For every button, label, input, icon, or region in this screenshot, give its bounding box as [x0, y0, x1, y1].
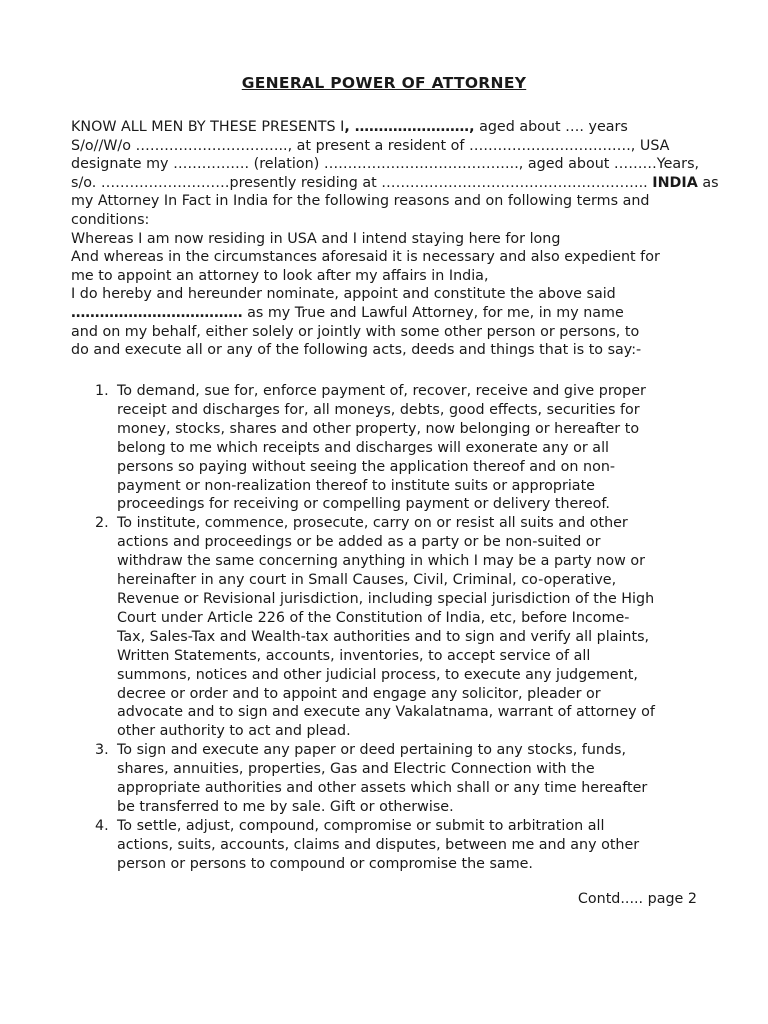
intro-line-7: Whereas I am now residing in USA and I intend staying here for long — [71, 230, 561, 247]
clause-line: payment or non-realization thereof to institute suits or appropriate — [117, 477, 595, 494]
clause-number: 4. — [95, 817, 109, 834]
clause-item — [71, 817, 701, 874]
clause-item — [71, 514, 701, 741]
clause-line: To settle, adjust, compound, compromise or submit to arbitration all — [117, 817, 605, 834]
clause-line: summons, notices and other judicial process, to execute any judgement, — [117, 666, 638, 683]
clause-line: be transferred to me by sale. Gift or otherwise. — [117, 798, 454, 815]
intro-line-9: me to appoint an attorney to look after my affairs in India, — [71, 267, 489, 284]
intro-line-10: I do hereby and hereunder nominate, appoint and constitute the above said — [71, 286, 616, 303]
clause-line: hereinafter in any court in Small Causes, Civil, Criminal, co-operative, — [117, 572, 617, 589]
clause-line: person or persons to compound or compromise the same. — [117, 855, 533, 872]
intro-line-1a: KNOW ALL MEN BY THESE PRESENTS I — [71, 119, 345, 135]
intro-line-4b: as — [697, 174, 719, 191]
clause-line: actions and proceedings or be added as a party or be non-suited or — [117, 534, 601, 551]
clause-line: shares, annuities, properties, Gas and Electric Connection with the — [117, 761, 595, 778]
clause-line: To institute, commence, prosecute, carry on or resist all suits and other — [117, 515, 628, 532]
intro-line-4a: s/o. ………………………presently residing at ……………………………………………….. — [71, 174, 648, 191]
clause-line: withdraw the same concerning anything in which I may be a party now or — [117, 553, 645, 570]
clause-line: other authority to act and plead. — [117, 723, 351, 740]
clause-line: Revenue or Revisional jurisdiction, including special jurisdiction of the High — [117, 590, 655, 607]
intro-line-5: my Attorney In Fact in India for the following reasons and on following terms and — [71, 193, 650, 210]
clause-line: actions, suits, accounts, claims and disputes, between me and any other — [117, 836, 640, 853]
intro-line-3: designate my ……………. (relation) ………………………………….., aged about ………Years, — [71, 156, 700, 173]
clause-line: Tax, Sales-Tax and Wealth-tax authorities and to sign and verify all plaints, — [117, 628, 650, 645]
clause-line: advocate and to sign and execute any Vakalatnama, warrant of attorney of — [117, 704, 655, 721]
clause-list — [71, 382, 701, 874]
document-title: GENERAL POWER OF ATTORNEY — [241, 74, 527, 92]
clause-line: money, stocks, shares and other property, now belonging or hereafter to — [117, 420, 640, 437]
clause-line: proceedings for receiving or compelling payment or delivery thereof. — [117, 496, 610, 513]
continued-note: Contd..... page 2 — [577, 891, 697, 907]
clause-line: persons so paying without seeing the application thereof and on non- — [117, 458, 616, 475]
clause-number: 1. — [95, 383, 109, 399]
clause-line: Written Statements, accounts, inventories, to accept service of all — [117, 647, 591, 664]
intro-section — [71, 118, 719, 360]
intro-line-12: and on my behalf, either solely or jointly with some other person or persons, to — [71, 323, 640, 340]
intro-line-11 — [71, 304, 696, 323]
intro-line-2: S/o//W/o ………………………….., at present a resident of ……………………………., USA — [71, 137, 670, 154]
intro-line-4 — [71, 174, 719, 193]
attorney-name-blank: ……………………………… — [71, 304, 243, 321]
clause-line: decree or order and to appoint and engage any solicitor, pleader or — [117, 685, 601, 702]
clause-line: To demand, sue for, enforce payment of, recover, receive and give proper — [117, 383, 646, 399]
clause-item — [71, 382, 701, 514]
intro-line-1 — [71, 118, 696, 137]
clause-number: 2. — [95, 515, 109, 532]
intro-line-1c: aged about …. years — [474, 119, 628, 135]
india-bold-word: INDIA — [652, 174, 698, 191]
clause-line: Court under Article 226 of the Constitution of India, etc, before Income- — [117, 609, 630, 626]
clause-line: receipt and discharges for, all moneys, debts, good effects, securities for — [117, 401, 640, 418]
clause-line: belong to me which receipts and discharges will exonerate any or all — [117, 439, 610, 456]
intro-line-8: And whereas in the circumstances aforesaid it is necessary and also expedient for — [71, 249, 660, 266]
clause-line: appropriate authorities and other assets which shall or any time hereafter — [117, 780, 648, 797]
clause-line: To sign and execute any paper or deed pertaining to any stocks, funds, — [117, 742, 627, 759]
clause-number: 3. — [95, 742, 109, 759]
intro-line-6: conditions: — [71, 211, 150, 228]
intro-line-13: do and execute all or any of the following acts, deeds and things that is to say:- — [71, 342, 642, 359]
clause-item — [71, 741, 701, 817]
intro-line-11b: as my True and Lawful Attorney, for me, in my name — [242, 304, 624, 321]
principal-name-blank: , ……………………, — [344, 119, 475, 135]
